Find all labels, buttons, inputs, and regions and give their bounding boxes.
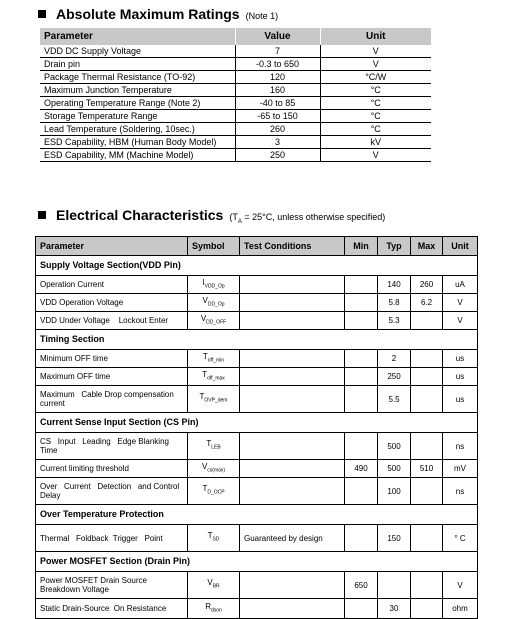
param-cell: Static Drain-Source On Resistance [36,599,188,619]
table-row [36,599,478,619]
header-unit: Unit [443,237,478,256]
unit-cell: V [320,149,431,162]
unit-cell: kV [320,136,431,149]
cond-cell [240,276,345,294]
cond-open: (T [229,212,238,222]
ec-title: Electrical Characteristics [56,207,224,223]
symbol-main: R [205,601,211,611]
symbol-cell [188,525,240,552]
min-cell [345,478,378,505]
min-cell [345,276,378,294]
unit-cell: V [443,312,478,330]
unit-cell: V [443,294,478,312]
unit-cell: ohm [443,599,478,619]
electrical-characteristics-table [35,236,478,619]
symbol-sub: off_min [207,357,225,364]
table-row [36,312,478,330]
header-parameter: Parameter [36,237,188,256]
symbol-main: V [207,578,213,588]
table-row [40,123,431,136]
value-cell: 120 [235,71,320,84]
table-row [36,386,478,413]
value-cell: -65 to 150 [235,110,320,123]
cond-cell [240,350,345,368]
param-cell: Current limiting threshold [36,460,188,478]
table-row [36,276,478,294]
param-cell: Storage Temperature Range [40,110,235,123]
ec-section-title [38,207,385,225]
param-cell: VDD DC Supply Voltage [40,45,235,58]
symbol-main: T [207,531,213,541]
unit-cell: us [443,386,478,413]
absolute-max-ratings-table [40,28,431,162]
cond-cell [240,572,345,599]
param-cell: Maximum Cable Drop compensation current [36,386,188,413]
symbol-sub: BR [212,583,220,590]
value-cell: -0.3 to 650 [235,58,320,71]
symbol-main: I [202,277,205,287]
param-cell: Minimum OFF time [36,350,188,368]
cond-cell [240,368,345,386]
table-row [36,433,478,460]
min-cell [345,368,378,386]
param-cell: CS Input Leading Edge Blanking Time [36,433,188,460]
cond-sub: A [237,218,242,225]
min-cell [345,312,378,330]
header-min: Min [345,237,378,256]
typ-cell: 140 [378,276,411,294]
table-header-row [40,28,431,45]
symbol-sub: D_OCP [207,489,225,496]
table-row [36,572,478,599]
param-cell: Operation Current [36,276,188,294]
table-header-row [36,237,478,256]
symbol-sub: DD_Op [207,301,225,308]
unit-cell: V [320,58,431,71]
section-row [36,552,478,572]
typ-cell: 5.5 [378,386,411,413]
max-cell [411,572,443,599]
unit-cell: V [443,572,478,599]
cond-cell [240,433,345,460]
symbol-cell [188,433,240,460]
min-cell: 490 [345,460,378,478]
param-cell: Operating Temperature Range (Note 2) [40,97,235,110]
param-cell: Drain pin [40,58,235,71]
max-cell [411,525,443,552]
value-cell: 250 [235,149,320,162]
ec-conditions [229,212,386,225]
amr-title: Absolute Maximum Ratings [56,6,240,22]
param-cell: VDD Under Voltage Lockout Enter [36,312,188,330]
table-row [36,525,478,552]
max-cell [411,386,443,413]
typ-cell: 500 [378,433,411,460]
max-cell: 510 [411,460,443,478]
unit-cell: ns [443,433,478,460]
value-cell: -40 to 85 [235,97,320,110]
symbol-cell [188,312,240,330]
section-label: Power MOSFET Section (Drain Pin) [36,552,478,572]
max-cell: 260 [411,276,443,294]
symbol-cell [188,572,240,599]
table-row [40,110,431,123]
min-cell [345,525,378,552]
table-row [40,58,431,71]
header-unit: Unit [320,28,431,45]
min-cell [345,350,378,368]
min-cell [345,386,378,413]
cond-cell [240,386,345,413]
param-cell: Power MOSFET Drain Source Breakdown Voltage [36,572,188,599]
table-row [36,294,478,312]
symbol-cell [188,460,240,478]
unit-cell: ° C [443,525,478,552]
amr-section-title [38,6,278,22]
param-cell: ESD Capability, MM (Machine Model) [40,149,235,162]
param-cell: ESD Capability, HBM (Human Body Model) [40,136,235,149]
max-cell [411,599,443,619]
unit-cell: V [320,45,431,58]
unit-cell: uA [443,276,478,294]
header-value: Value [235,28,320,45]
max-cell: 6.2 [411,294,443,312]
max-cell [411,433,443,460]
bullet-square-icon [38,211,46,219]
param-cell: Lead Temperature (Soldering, 10sec.) [40,123,235,136]
section-label: Current Sense Input Section (CS Pin) [36,413,478,433]
symbol-cell [188,350,240,368]
symbol-cell [188,276,240,294]
symbol-sub: DD_OFF [206,319,227,326]
unit-cell: °C [320,123,431,136]
typ-cell: 5.3 [378,312,411,330]
typ-cell: 2 [378,350,411,368]
typ-cell: 500 [378,460,411,478]
value-cell: 260 [235,123,320,136]
cond-cell [240,460,345,478]
section-row [36,330,478,350]
section-row [36,505,478,525]
symbol-cell [188,599,240,619]
symbol-sub: cs(max) [207,467,226,474]
unit-cell: ns [443,478,478,505]
cond-cell [240,294,345,312]
symbol-main: V [202,295,208,305]
section-label: Supply Voltage Section(VDD Pin) [36,256,478,276]
max-cell [411,350,443,368]
symbol-main: T [199,392,205,402]
param-cell: Maximum OFF time [36,368,188,386]
min-cell [345,294,378,312]
min-cell [345,433,378,460]
typ-cell: 150 [378,525,411,552]
symbol-cell [188,368,240,386]
unit-cell: °C [320,97,431,110]
param-cell: Over Current Detection and Control Delay [36,478,188,505]
cond-cell [240,312,345,330]
param-cell: Package Thermal Resistance (TO-92) [40,71,235,84]
amr-note: (Note 1) [245,11,279,21]
min-cell: 650 [345,572,378,599]
max-cell [411,368,443,386]
table-row [40,84,431,97]
bullet-square-icon [38,10,46,18]
symbol-sub: LEB [211,444,221,451]
symbol-sub: VDD_Op [204,283,225,290]
symbol-main: T [202,369,208,379]
cond-cell [240,599,345,619]
unit-cell: °C [320,84,431,97]
table-row [36,368,478,386]
symbol-main: T [202,351,208,361]
table-row [36,460,478,478]
header-typ: Typ [378,237,411,256]
section-label: Timing Section [36,330,478,350]
symbol-cell [188,386,240,413]
symbol-main: T [206,439,212,449]
symbol-cell [188,294,240,312]
section-label: Over Temperature Protection [36,505,478,525]
value-cell: 3 [235,136,320,149]
symbol-cell [188,478,240,505]
typ-cell: 250 [378,368,411,386]
max-cell [411,478,443,505]
section-row [36,413,478,433]
max-cell [411,312,443,330]
cond-rest: = 25°C, unless otherwise specified) [241,212,386,222]
table-row [36,350,478,368]
param-cell: Thermal Foldback Trigger Point [36,525,188,552]
typ-cell: 100 [378,478,411,505]
symbol-sub: SD [212,536,220,543]
cond-cell: Guaranteed by design [240,525,345,552]
table-row [40,71,431,84]
value-cell: 7 [235,45,320,58]
header-test-conditions: Test Conditions [240,237,345,256]
unit-cell: °C [320,110,431,123]
value-cell: 160 [235,84,320,97]
table-row [40,136,431,149]
symbol-main: V [201,461,208,471]
table-row [40,149,431,162]
symbol-sub: OVP_dem [204,397,228,404]
typ-cell [378,572,411,599]
header-max: Max [411,237,443,256]
symbol-sub: off_max [207,375,225,382]
section-row [36,256,478,276]
unit-cell: °C/W [320,71,431,84]
cond-cell [240,478,345,505]
min-cell [345,599,378,619]
symbol-sub: dson [210,607,222,614]
unit-cell: mV [443,460,478,478]
header-symbol: Symbol [188,237,240,256]
header-parameter: Parameter [40,28,235,45]
table-row [36,478,478,505]
symbol-main: T [202,484,208,494]
typ-cell: 30 [378,599,411,619]
table-row [40,97,431,110]
symbol-main: V [200,313,207,323]
unit-cell: us [443,350,478,368]
table-row [40,45,431,58]
param-cell: VDD Operation Voltage [36,294,188,312]
typ-cell: 5.8 [378,294,411,312]
unit-cell: us [443,368,478,386]
param-cell: Maximum Junction Temperature [40,84,235,97]
